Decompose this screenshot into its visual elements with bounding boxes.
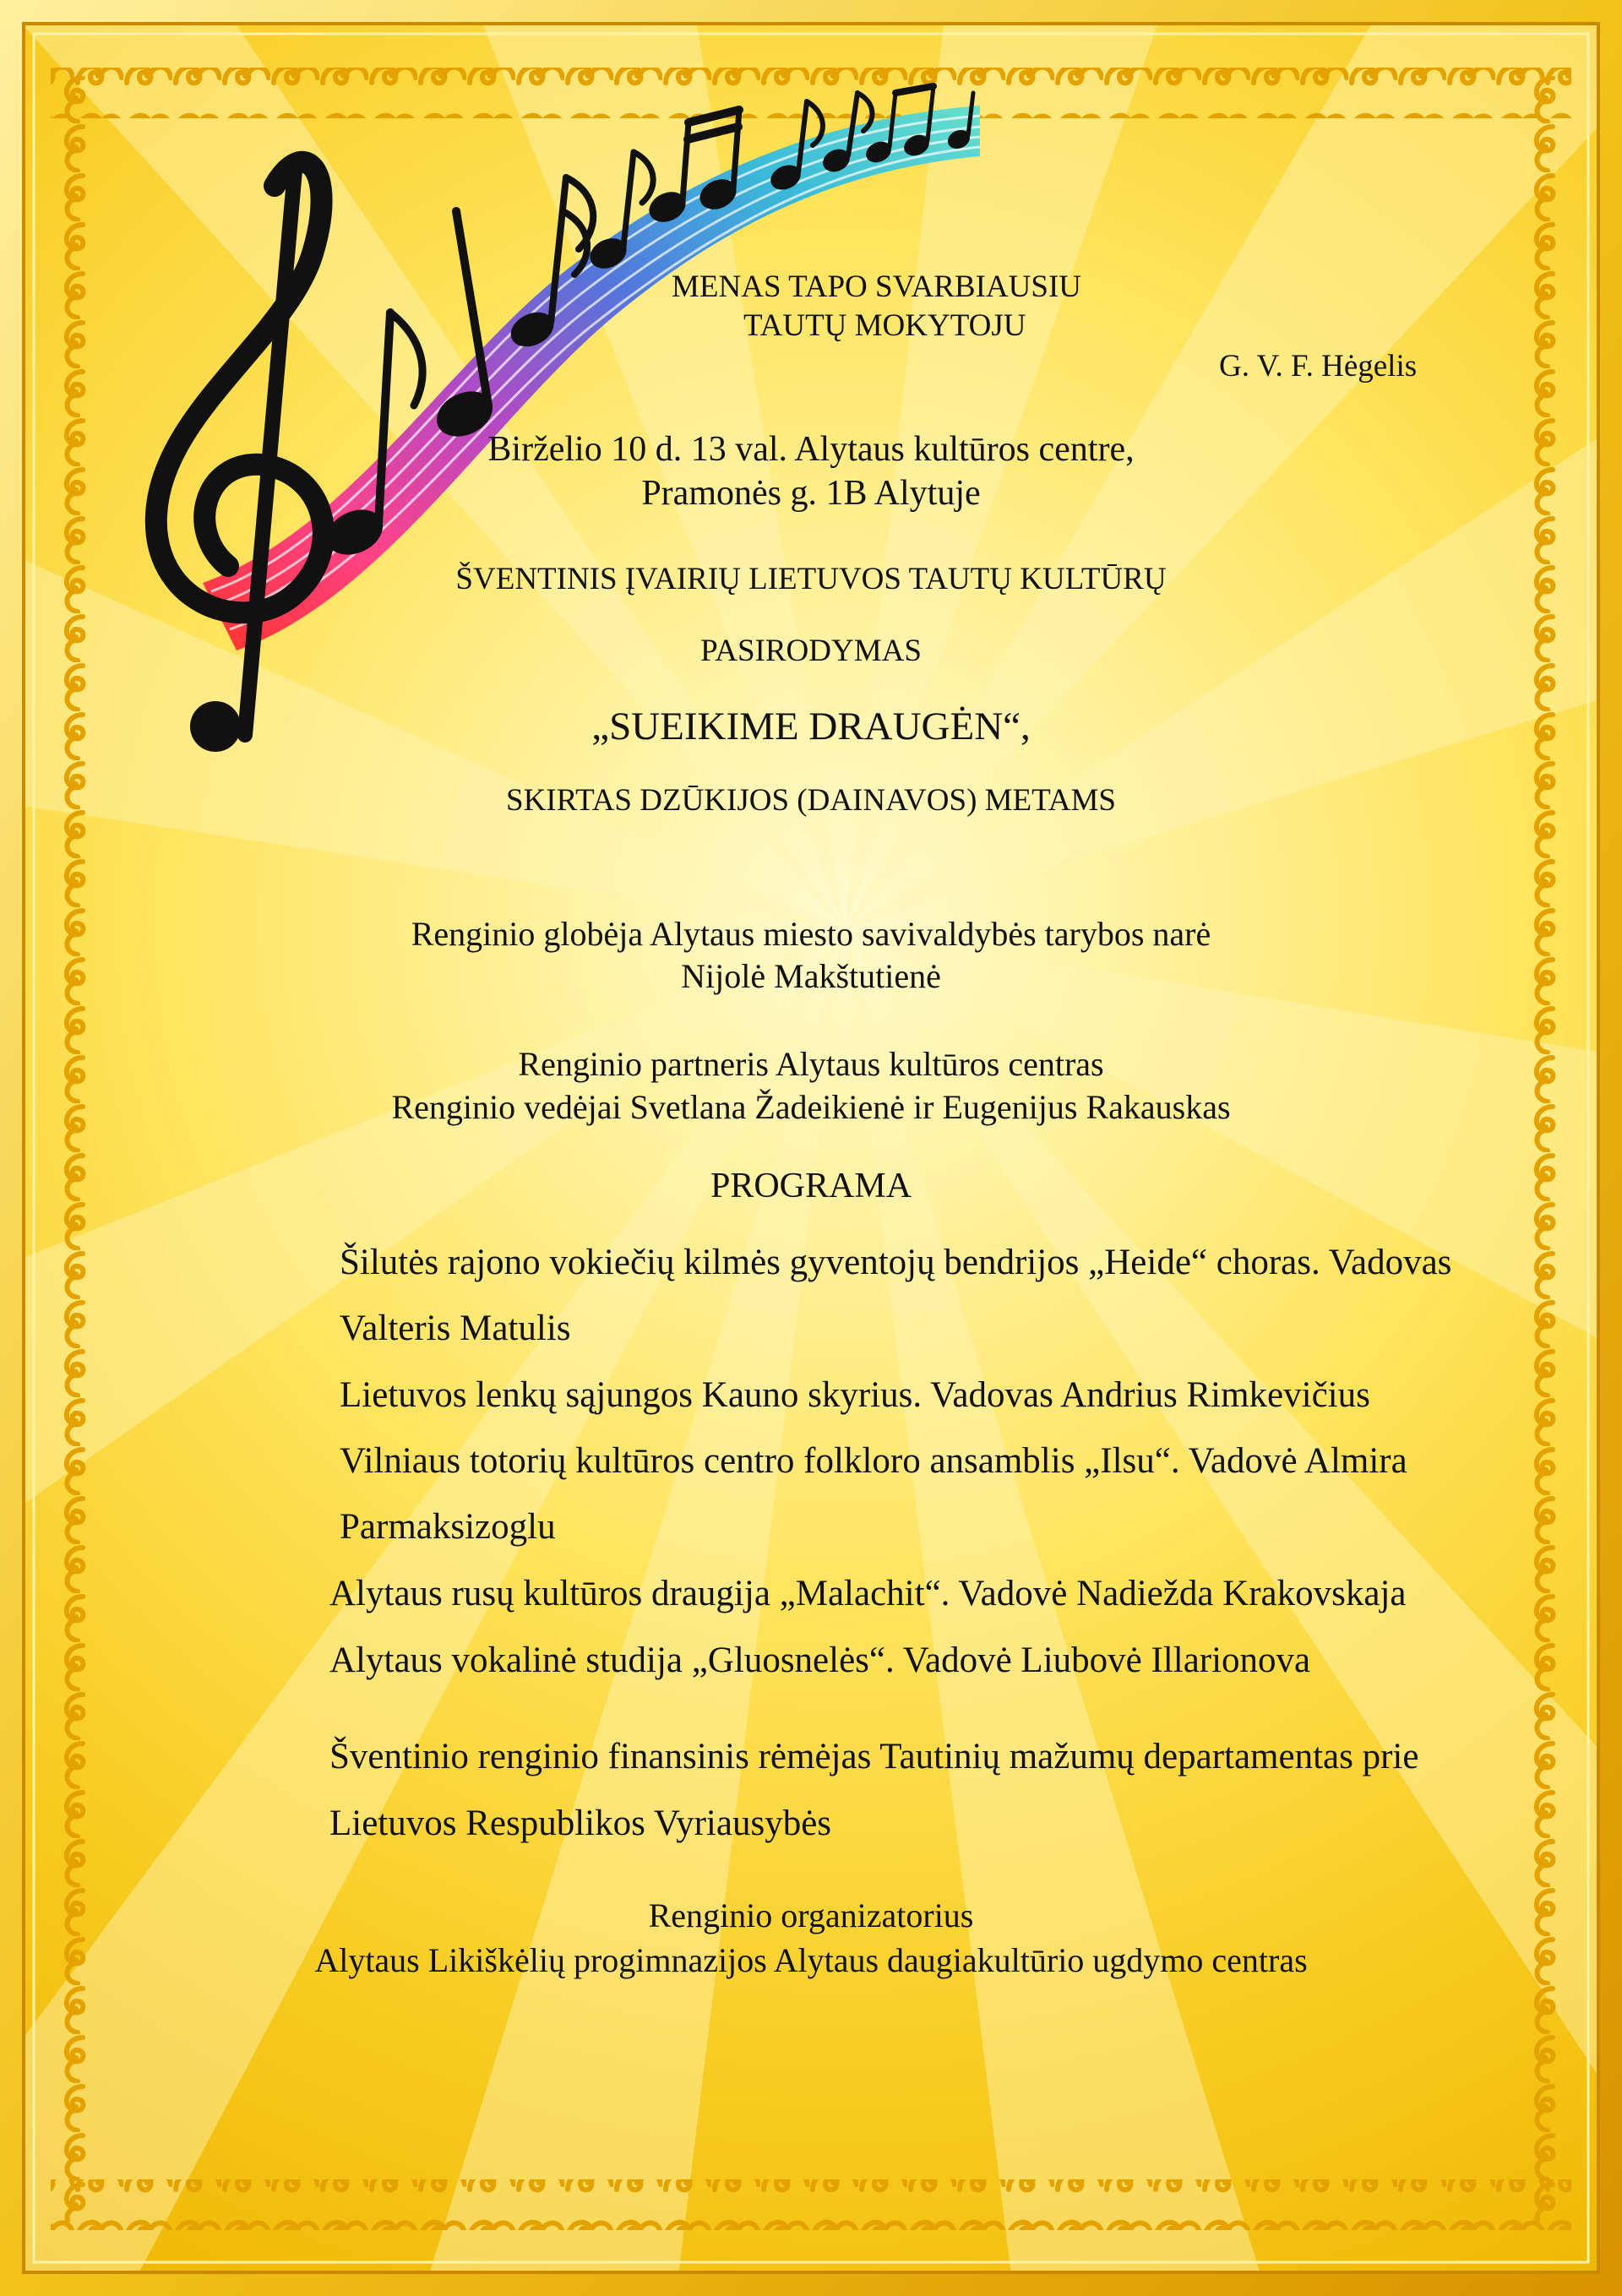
event-address: Pramonės g. 1B Alytuje <box>641 474 981 513</box>
event-date: Birželio 10 d. 13 val. Alytaus kultūros centre, <box>487 430 1135 469</box>
program-line: Alytaus vokalinė studija „Gluosnelės“. Vadovė Liubovė Illarionova <box>329 1640 1311 1680</box>
organizer-name: Alytaus Likiškėlių progimnazijos Alytaus daugiakultūrio ugdymo centras <box>314 1941 1308 1979</box>
event-title: „SUEIKIME DRAUGĖN“, <box>591 705 1031 748</box>
music-decoration <box>93 59 1022 786</box>
patron-line-2: Nijolė Makštutienė <box>681 957 941 995</box>
organizer-label: Renginio organizatorius <box>648 1896 974 1934</box>
program-line: Alytaus rusų kultūros draugija „Malachit“. Vadovė Nadiežda Krakovskaja <box>329 1574 1407 1613</box>
patron-line-1: Renginio globėja Alytaus miesto savivaldybės tarybos narė <box>411 915 1211 953</box>
partner-line: Renginio partneris Alytaus kultūros centras <box>518 1045 1104 1083</box>
event-dedication: SKIRTAS DZŪKIJOS (DAINAVOS) METAMS <box>506 783 1116 818</box>
motto-line-1: MENAS TAPO SVARBIAUSIU <box>672 269 1081 304</box>
program-line: Parmaksizoglu <box>340 1507 556 1547</box>
event-subtitle-1: ŠVENTINIS ĮVAIRIŲ LIETUVOS TAUTŲ KULTŪRŲ <box>455 562 1167 596</box>
motto-author: G. V. F. Hėgelis <box>1219 349 1418 384</box>
program-line: Vilniaus totorių kultūros centro folkloro ansamblis „Ilsu“. Vadovė Almira <box>340 1441 1407 1481</box>
sponsor-line-1: Šventinio renginio finansinis rėmėjas Tautinių mažumų departamentas prie <box>329 1737 1419 1776</box>
sponsor-line-2: Lietuvos Respublikos Vyriausybės <box>329 1804 832 1843</box>
program-heading: PROGRAMA <box>710 1167 912 1205</box>
hosts-line: Renginio vedėjai Svetlana Žadeikienė ir Eugenijus Rakauskas <box>391 1088 1231 1126</box>
motto-line-2: TAUTŲ MOKYTOJU <box>743 308 1026 343</box>
event-subtitle-2: PASIRODYMAS <box>700 634 922 668</box>
program-line: Valteris Matulis <box>340 1309 571 1348</box>
program-line: Šilutės rajono vokiečių kilmės gyventojų bendrijos „Heide“ choras. Vadovas <box>340 1243 1452 1282</box>
program-line: Lietuvos lenkų sąjungos Kauno skyrius. Vadovas Andrius Rimkevičius <box>340 1375 1370 1415</box>
